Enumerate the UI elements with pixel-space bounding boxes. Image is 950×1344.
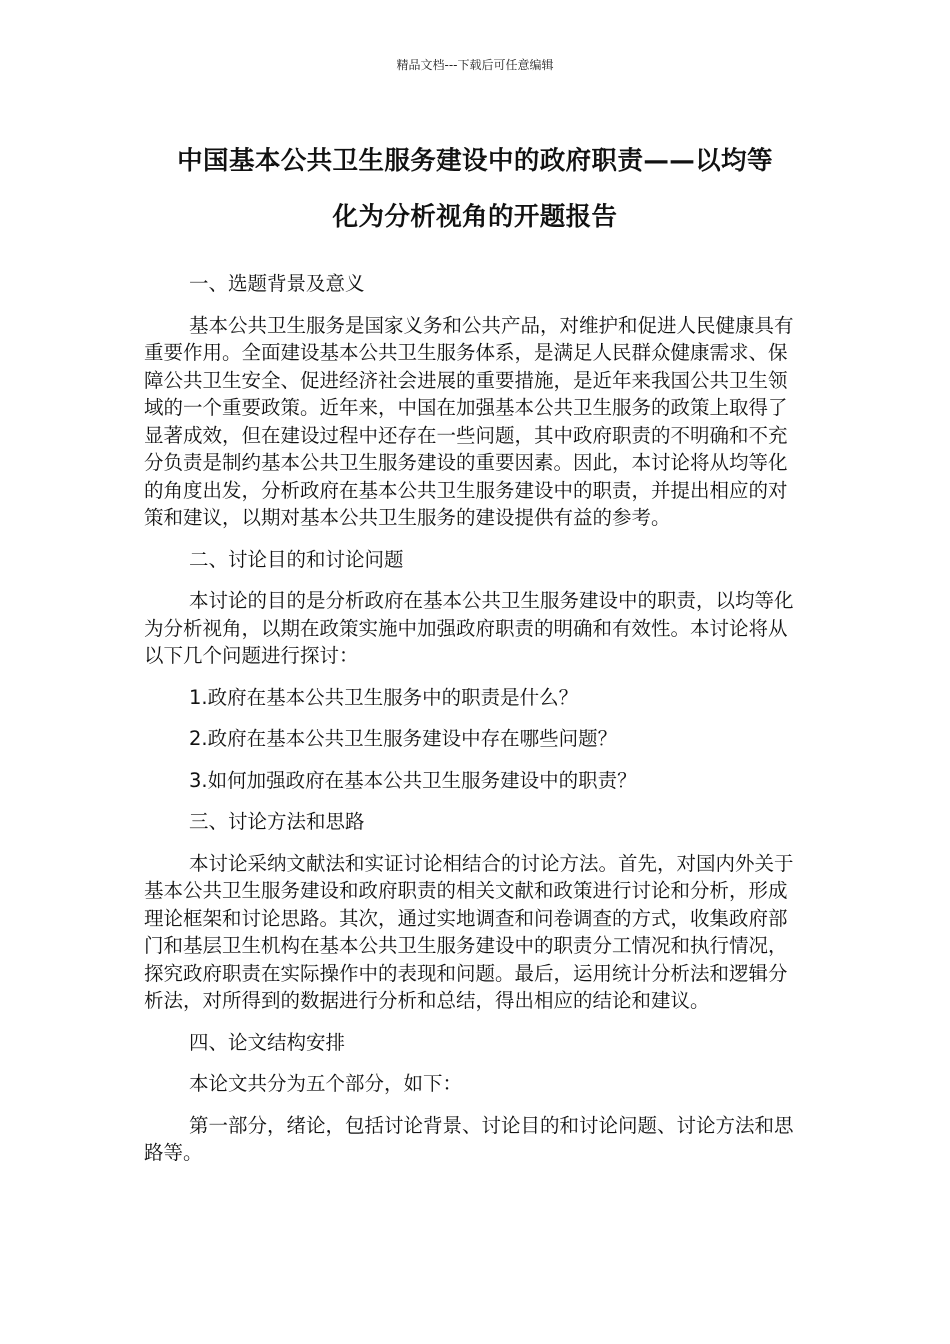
section-3-paragraph: 本讨论采纳文献法和实证讨论相结合的讨论方法。首先，对国内外关于基本公共卫生服务建设和政府职责的相关文献和政策进行讨论和分析，形成理论框架和讨论思路。其次，通过实地调查和问卷调查的方式，收集政府部门和基层卫生机构在基本公共卫生服务建设中的职责分工情况和执行情况，探究政府职责在实际操作中的表现和问题。最后，运用统计分析法和逻辑分析法，对所得到的数据进行分析和总结，得出相应的结论和建议。 xyxy=(144,851,794,1012)
title-line-2: 化为分析视角的开题报告 xyxy=(332,202,618,232)
question-2: 2.政府在基本公共卫生服务建设中存在哪些问题？ xyxy=(189,727,618,750)
section-1-paragraph: 基本公共卫生服务是国家义务和公共产品，对维护和促进人民健康具有重要作用。全面建设基本公共卫生服务体系，是满足人民群众健康需求、保障公共卫生安全、促进经济社会进展的重要措施，是近年来我国公共卫生领域的一个重要政策。近年来，中国在加强基本公共卫生服务的政策上取得了显著成效，但在建设过程中还存在一些问题，其中政府职责的不明确和不充分负责是制约基本公共卫生服务建设的重要因素。因此，本讨论将从均等化的角度出发，分析政府在基本公共卫生服务建设中的职责，并提出相应的对策和建议，以期对基本公共卫生服务的建设提供有益的参考。 xyxy=(144,313,794,529)
section-1-heading: 一、选题背景及意义 xyxy=(189,272,365,295)
section-4-part-1: 第一部分，绪论，包括讨论背景、讨论目的和讨论问题、讨论方法和思路等。 xyxy=(144,1113,794,1164)
question-1: 1.政府在基本公共卫生服务中的职责是什么？ xyxy=(189,685,579,709)
section-4-heading: 四、论文结构安排 xyxy=(189,1030,346,1054)
section-2-heading: 二、讨论目的和讨论问题 xyxy=(189,547,404,571)
title-line-1: 中国基本公共卫生服务建设中的政府职责——以均等 xyxy=(177,146,773,176)
document-body xyxy=(144,270,794,1167)
section-3-heading: 三、讨论方法和思路 xyxy=(189,810,365,833)
header-note: 精品文档---下载后可任意编辑 xyxy=(396,58,554,72)
section-4-intro: 本论文共分为五个部分，如下： xyxy=(189,1072,463,1095)
document-title xyxy=(140,133,810,245)
section-2-paragraph: 本讨论的目的是分析政府在基本公共卫生服务建设中的职责，以均等化为分析视角，以期在政策实施中加强政府职责的明确和有效性。本讨论将从以下几个问题进行探讨： xyxy=(144,589,794,667)
question-3: 3.如何加强政府在基本公共卫生服务建设中的职责？ xyxy=(189,768,637,792)
